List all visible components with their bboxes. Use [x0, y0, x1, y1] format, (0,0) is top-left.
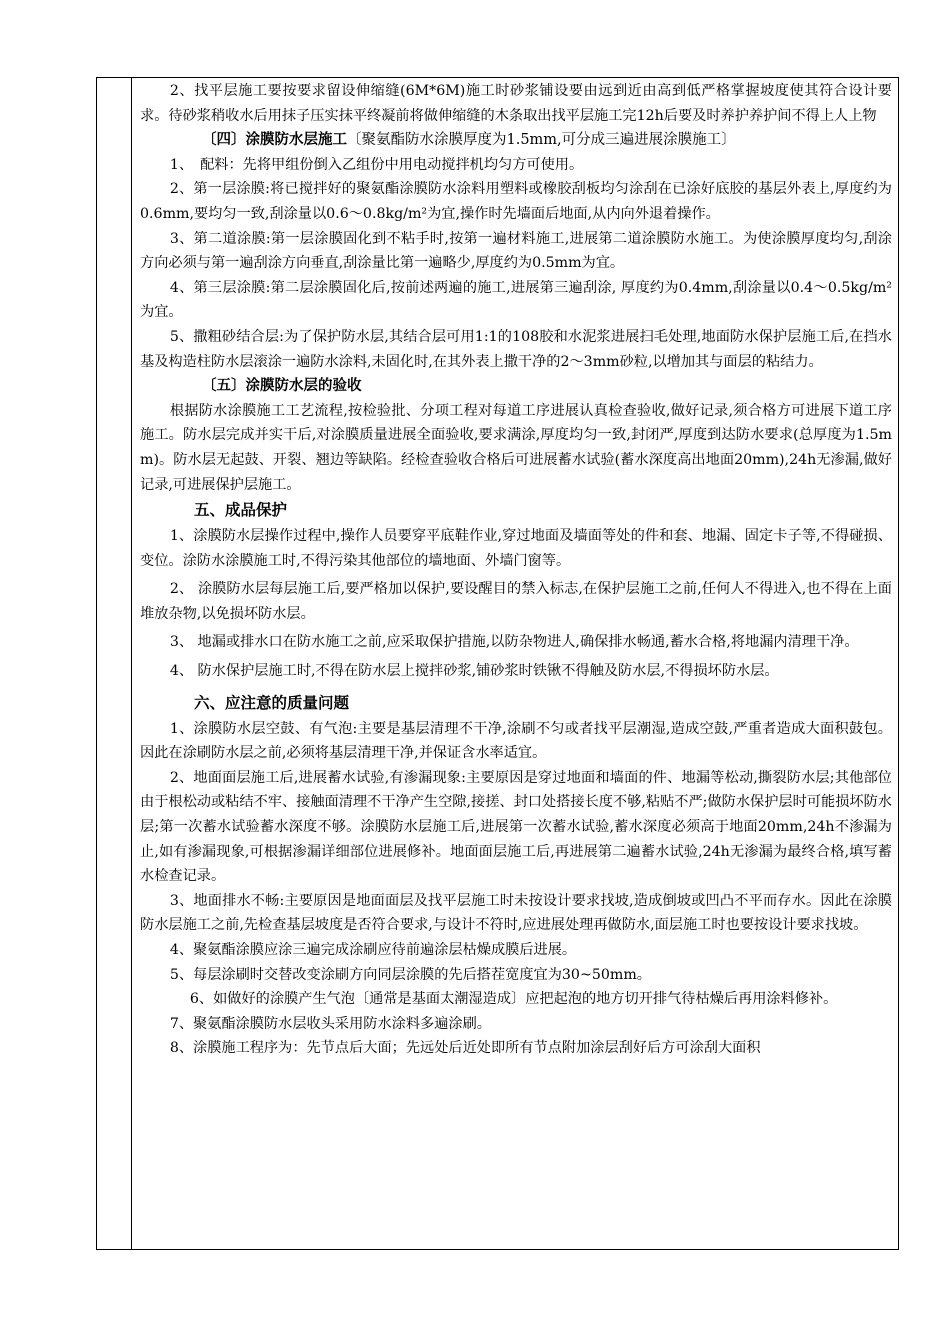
table-left-column: [96, 77, 132, 1250]
paragraph-quality-7: 7、聚氨酯涂膜防水层收头采用防水涂料多遍涂刷。: [169, 1015, 491, 1032]
paragraph-mixing: 1、 配料：先将甲组份倒入乙组份中用电动搅拌机均匀方可使用。: [169, 156, 584, 173]
section-heading-quality-issues: 六、应注意的质量问题: [194, 693, 350, 712]
heading-coating-note: 〔聚氨酯防水涂膜厚度为1.5mm,可分成三遍进展涂膜施工〕: [347, 132, 736, 149]
paragraph-protection-2: 2、 涂膜防水层每层施工后,要严格加以保护,要设醒目的禁入标志,在保护层施工之前,任何人不得进入,也不得在上面堆放杂物,以免损坏防水层。: [140, 581, 892, 622]
section-heading-product-protection: 五、成品保护: [194, 501, 288, 520]
paragraph-quality-8: 8、涂膜施工程序为：先节点后大面；先远处后近处即所有节点附加涂层刮好后方可涂刮大面积: [169, 1040, 761, 1057]
document-body: [140, 79, 892, 1061]
paragraph-sand-bonding-layer: 5、撒粗砂结合层:为了保护防水层,其结合层可用1:1的108胶和水泥浆进展扫毛处理,地面防水保护层施工后,在挡水基及构造柱防水层滚涂一遍防水涂料,未固化时,在其外表上撒干净的2～3mm砂粒,以增加其与面层的粘结力。: [140, 328, 892, 370]
paragraph-quality-1: 1、涂膜防水层空鼓、有气泡:主要是基层清理不干净,涂刷不匀或者找平层潮湿,造成空鼓,严重者造成大面积鼓包。因此在涂刷防水层之前,必须将基层清理干净,并保证含水率适宜。: [140, 720, 892, 762]
paragraph-third-coat: 4、第三层涂膜:第二层涂膜固化后,按前述两遍的施工,进展第三遍刮涂, 厚度约为0.4mm,刮涂量以0.4～0.5kg/m²为宜。: [140, 279, 892, 321]
paragraph-quality-4: 4、聚氨酯涂膜应涂三遍完成涂刷应待前遍涂层枯燥成膜后进展。: [169, 942, 577, 958]
paragraph-protection-4: 4、 防水保护层施工时,不得在防水层上搅拌砂浆,铺砂浆时铁锹不得触及防水层,不得损坏防水层。: [169, 663, 779, 680]
paragraph-protection-1: 1、涂膜防水层操作过程中,操作人员要穿平底鞋作业,穿过地面及墙面等处的件和套、地漏、固定卡子等,不得碰损、变位。涂防水涂膜施工时,不得污染其他部位的墙地面、外墙门窗等。: [140, 528, 892, 569]
paragraph-quality-6: 6、如做好的涂膜产生气泡〔通常是基面太潮湿造成〕应把起泡的地方切开排气待枯燥后再用涂料修补。: [189, 991, 838, 1008]
heading-coating-title: 〔四〕涂膜防水层施工: [202, 131, 347, 149]
paragraph-quality-2: 2、地面面层施工后,进展蓄水试验,有渗漏现象:主要原因是穿过地面和墙面的件、地漏等松动,撕裂防水层;其他部位由于根松动或粘结不牢、接触面清理不干净产生空隙,接搓、封口处搭接长度不够,粘贴不严;做防水保护层时可能损坏防水层;第一次蓄水试验蓄水深度不够。涂膜防水层施工后,进展第一次蓄水试验,蓄水深度必须高于地面20mm,24h不渗漏为止,如有渗漏现象,可根据渗漏详细部位进展修补。地面面层施工后,再进展第二遍蓄水试验,24h无渗漏为最终合格,填写蓄水检查记录。: [140, 769, 892, 885]
heading-acceptance: 〔五〕涂膜防水层的验收: [202, 377, 362, 395]
paragraph-screed-expansion-joints: 2、找平层施工要按要求留设伸缩缝(6M*6M)施工时砂浆铺设要由远到近由高到低严格掌握坡度使其符合设计要求。待砂浆稍收水后用抹子压实抹平终凝前将做伸缩缝的木条取出找平层施工完12h后要及时养护养护间不得上人上物: [140, 83, 892, 124]
paragraph-acceptance: 根据防水涂膜施工工艺流程,按检验批、分项工程对每道工序进展认真检查验收,做好记录,须合格方可进展下道工序施工。防水层完成并实干后,对涂膜质量进展全面验收,要求满涂,厚度均匀一致,封闭严,厚度到达防水要求(总厚度为1.5mm)。防水层无起鼓、开裂、翘边等缺陷。经检查验收合格后可进展蓄水试验(蓄水深度高出地面20mm),24h无渗漏,做好记录,可进展保护层施工。: [140, 402, 892, 493]
paragraph-second-coat: 3、第二道涂膜:第一层涂膜固化到不粘手时,按第一遍材料施工,进展第二道涂膜防水施工。为使涂膜厚度均匀,刮涂方向必须与第一遍刮涂方向垂直,刮涂量比第一遍略少,厚度约为0.5mm为宜。: [140, 230, 892, 272]
paragraph-quality-5: 5、每层涂刷时交替改变涂刷方向同层涂膜的先后搭茬宽度宜为30~50mm。: [169, 966, 651, 983]
paragraph-quality-3: 3、地面排水不畅:主要原因是地面面层及找平层施工时未按设计要求找坡,造成倒坡或凹凸不平而存水。因此在涂膜防水层施工之前,先检查基层坡度是否符合要求,与设计不符时,应进展处理再做防水,面层施工时也要按设计要求找坡。: [140, 892, 892, 934]
paragraph-protection-3: 3、 地漏或排水口在防水施工之前,应采取保护措施,以防杂物进人,确保排水畅通,蓄水合格,将地漏内清理干净。: [169, 634, 859, 651]
paragraph-first-coat: 2、第一层涂膜:将已搅拌好的聚氨酯涂膜防水涂料用塑料或橡胶刮板均匀涂刮在已涂好底胶的基层外表上,厚度约为0.6mm,要均匀一致,刮涂量以0.6～0.8kg/m²为宜,操作时先墙面后地面,从内向外退着操作。: [140, 181, 892, 222]
heading-coating-construction: [140, 128, 892, 153]
